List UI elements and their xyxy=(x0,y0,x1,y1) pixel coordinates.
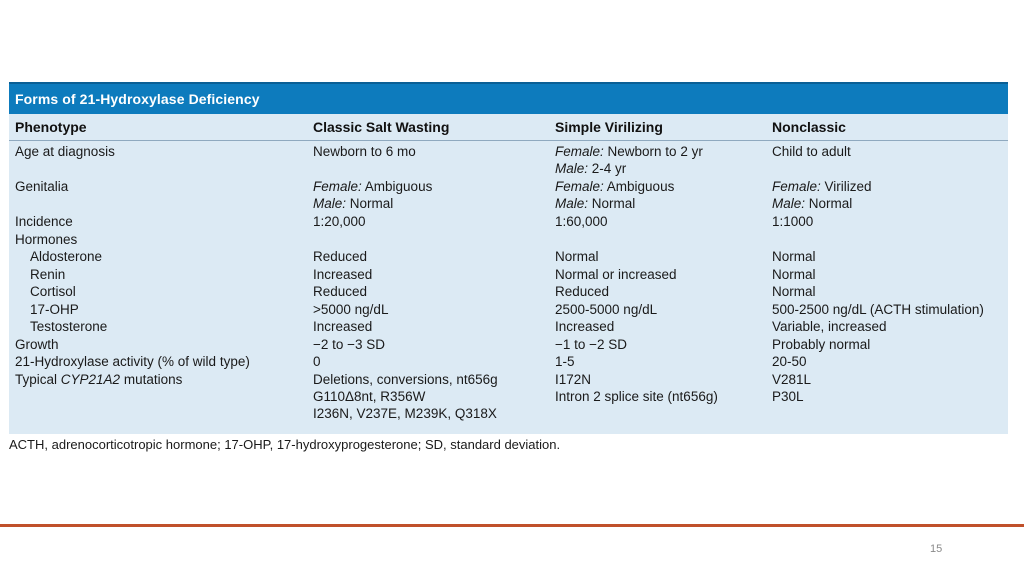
sex-label: Female: xyxy=(313,179,362,194)
row-label-17-ohp: 17-OHP xyxy=(30,302,79,317)
row-label-incidence: Incidence xyxy=(15,214,73,229)
cell-activity-simple: 1-5 xyxy=(555,354,575,369)
cell-growth-salt: −2 to −3 SD xyxy=(313,337,386,352)
label-suffix: mutations xyxy=(120,372,183,387)
table-header-row xyxy=(9,112,1008,141)
cell-mutations-salt-1: Deletions, conversions, nt656g xyxy=(313,372,498,387)
table-footnote: ACTH, adrenocorticotropic hormone; 17-OHP, 17-hydroxyprogesterone; SD, standard deviation. xyxy=(9,437,561,452)
cell-17-ohp-salt: >5000 ng/dL xyxy=(313,302,389,317)
row-label-mutations xyxy=(15,371,182,388)
header-nonclassic: Nonclassic xyxy=(772,119,846,135)
cell-mutations-non-2: P30L xyxy=(772,389,804,404)
header-phenotype: Phenotype xyxy=(15,119,87,135)
cell-17-ohp-non: 500-2500 ng/dL (ACTH stimulation) xyxy=(772,302,984,317)
cell-age-non: Child to adult xyxy=(772,144,851,159)
cell-renin-simple: Normal or increased xyxy=(555,267,677,282)
sex-label: Female: xyxy=(555,144,604,159)
value: Normal xyxy=(346,196,394,211)
sex-label: Male: xyxy=(555,161,589,176)
sex-label: Male: xyxy=(313,196,347,211)
cell-testosterone-simple: Increased xyxy=(555,319,615,334)
cell-renin-non: Normal xyxy=(772,267,816,282)
row-label-genitalia: Genitalia xyxy=(15,179,69,194)
cell-genitalia-salt-male xyxy=(313,195,393,212)
row-label-hormones: Hormones xyxy=(15,232,78,247)
cell-aldosterone-non: Normal xyxy=(772,249,816,264)
cell-incidence-salt: 1:20,000 xyxy=(313,214,366,229)
header-classic-salt-wasting: Classic Salt Wasting xyxy=(313,119,450,135)
cell-incidence-non: 1:1000 xyxy=(772,214,814,229)
cell-age-salt: Newborn to 6 mo xyxy=(313,144,416,159)
cell-cortisol-salt: Reduced xyxy=(313,284,368,299)
value: Ambiguous xyxy=(361,179,433,194)
row-label-aldosterone: Aldosterone xyxy=(30,249,103,264)
cell-mutations-salt-3: I236N, V237E, M239K, Q318X xyxy=(313,406,497,421)
row-label-age: Age at diagnosis xyxy=(15,144,115,159)
cell-growth-non: Probably normal xyxy=(772,337,871,352)
cell-mutations-salt-2: G110Δ8nt, R356W xyxy=(313,389,426,404)
page-number: 15 xyxy=(930,543,943,555)
gene-name: CYP21A2 xyxy=(60,372,121,387)
cell-genitalia-non-female xyxy=(772,178,872,195)
cell-mutations-simple-2: Intron 2 splice site (nt656g) xyxy=(555,389,718,404)
hydroxylase-table xyxy=(9,82,1008,434)
sex-label: Female: xyxy=(555,179,604,194)
cell-mutations-non-1: V281L xyxy=(772,372,812,387)
cell-age-simple-female xyxy=(555,143,703,160)
row-label-testosterone: Testosterone xyxy=(30,319,108,334)
cell-cortisol-non: Normal xyxy=(772,284,816,299)
cell-age-simple-male xyxy=(555,160,626,177)
cell-testosterone-non: Variable, increased xyxy=(772,319,887,334)
cell-activity-salt: 0 xyxy=(313,354,321,369)
label-prefix: Typical xyxy=(15,372,61,387)
header-simple-virilizing: Simple Virilizing xyxy=(555,119,663,135)
cell-testosterone-salt: Increased xyxy=(313,319,373,334)
cell-aldosterone-salt: Reduced xyxy=(313,249,368,264)
value: Newborn to 2 yr xyxy=(603,144,703,159)
row-label-activity: 21-Hydroxylase activity (% of wild type) xyxy=(15,354,250,369)
value: Normal xyxy=(805,196,853,211)
value: 2-4 yr xyxy=(588,161,627,176)
cell-activity-non: 20-50 xyxy=(772,354,807,369)
cell-genitalia-non-male xyxy=(772,195,852,212)
sex-label: Male: xyxy=(772,196,806,211)
cell-genitalia-simple-female xyxy=(555,178,674,195)
footer-divider xyxy=(0,524,1024,527)
value: Virilized xyxy=(820,179,872,194)
value: Ambiguous xyxy=(603,179,675,194)
row-label-growth: Growth xyxy=(15,337,59,352)
cell-aldosterone-simple: Normal xyxy=(555,249,599,264)
table-title: Forms of 21-Hydroxylase Deficiency xyxy=(15,91,260,107)
cell-genitalia-salt-female xyxy=(313,178,432,195)
cell-cortisol-simple: Reduced xyxy=(555,284,610,299)
row-label-cortisol: Cortisol xyxy=(30,284,76,299)
value: Normal xyxy=(588,196,636,211)
row-label-renin: Renin xyxy=(30,267,66,282)
cell-17-ohp-simple: 2500-5000 ng/dL xyxy=(555,302,658,317)
cell-renin-salt: Increased xyxy=(313,267,373,282)
sex-label: Male: xyxy=(555,196,589,211)
cell-incidence-simple: 1:60,000 xyxy=(555,214,608,229)
table-title-bar xyxy=(9,82,1008,114)
sex-label: Female: xyxy=(772,179,821,194)
cell-mutations-simple-1: I172N xyxy=(555,372,592,387)
cell-growth-simple: −1 to −2 SD xyxy=(555,337,628,352)
cell-genitalia-simple-male xyxy=(555,195,635,212)
